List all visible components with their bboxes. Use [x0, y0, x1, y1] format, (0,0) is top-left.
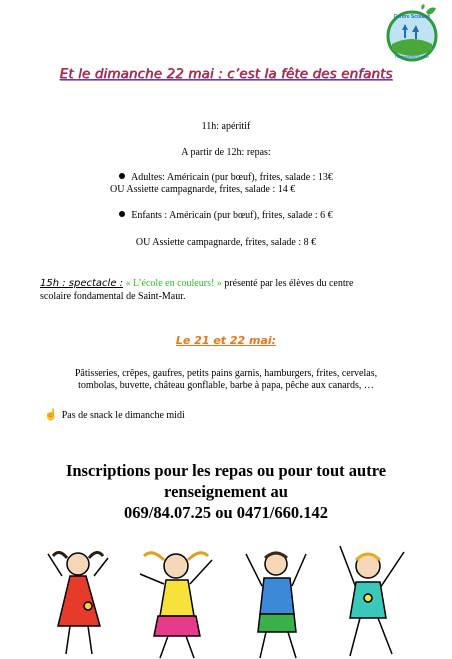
activities-line1: Pâtisseries, crêpes, gaufres, petits pains garnis, hamburgers, frites, cervelas, [74, 368, 378, 379]
repas-intro: A partir de 12h: repas: [181, 147, 271, 158]
pointing-hand-icon: ☝ [44, 409, 58, 421]
kids-illustration [0, 536, 452, 659]
headline: Et le dimanche 22 mai : c’est la fête des enfants [59, 66, 393, 82]
enfants-text: Enfants : Américain (pur bœuf), frites, salade : 6 € [131, 210, 333, 221]
school-logo [382, 4, 442, 64]
aperitif-line: 11h: apéritif [201, 121, 251, 132]
kid-boy-teal-shirt [340, 546, 404, 656]
logo-top-text: Centre Scolaire [393, 14, 431, 20]
adultes-line [0, 172, 452, 183]
logo-bottom-text: Fondamental St-Maur [395, 55, 429, 59]
adultes-ou-line: OU Assiette campagnarde, frites, salade : 14 € [110, 184, 296, 195]
spectacle-label: 15h : spectacle : [40, 278, 124, 289]
snack-note: Pas de snack le dimanche midi [61, 410, 185, 421]
spectacle-line2: scolaire fondamental de Saint-Maur. [40, 291, 186, 302]
kid-girl-red-dress [48, 552, 108, 654]
activities-title: Le 21 et 22 mai: [175, 334, 277, 347]
bullet-icon [119, 211, 125, 217]
spectacle-rest: présenté par les élèves du centre [221, 278, 354, 289]
activities-line2: tombolas, buvette, château gonflable, barbe à papa, pêche aux canards, … [78, 380, 374, 391]
enfants-ou-line: OU Assiette campagnarde, frites, salade : 8 € [135, 237, 317, 248]
phone-numbers: 069/84.07.25 ou 0471/660.142 [124, 503, 328, 522]
bullet-icon [119, 173, 125, 179]
snack-note-line [44, 408, 404, 421]
adultes-text: Adultes: Américain (pur bœuf), frites, salade : 13€ [131, 172, 333, 183]
spectacle-line [40, 278, 440, 289]
enfants-line [0, 210, 452, 221]
inscriptions-line1: Inscriptions pour les repas ou pour tout autre [65, 461, 387, 480]
kid-girl-yellow-top [140, 553, 212, 658]
kid-boy-blue-shirt [246, 553, 306, 658]
inscriptions-line2: renseignement au [164, 482, 288, 501]
spectacle-title: « L’école en couleurs! » [125, 278, 222, 289]
